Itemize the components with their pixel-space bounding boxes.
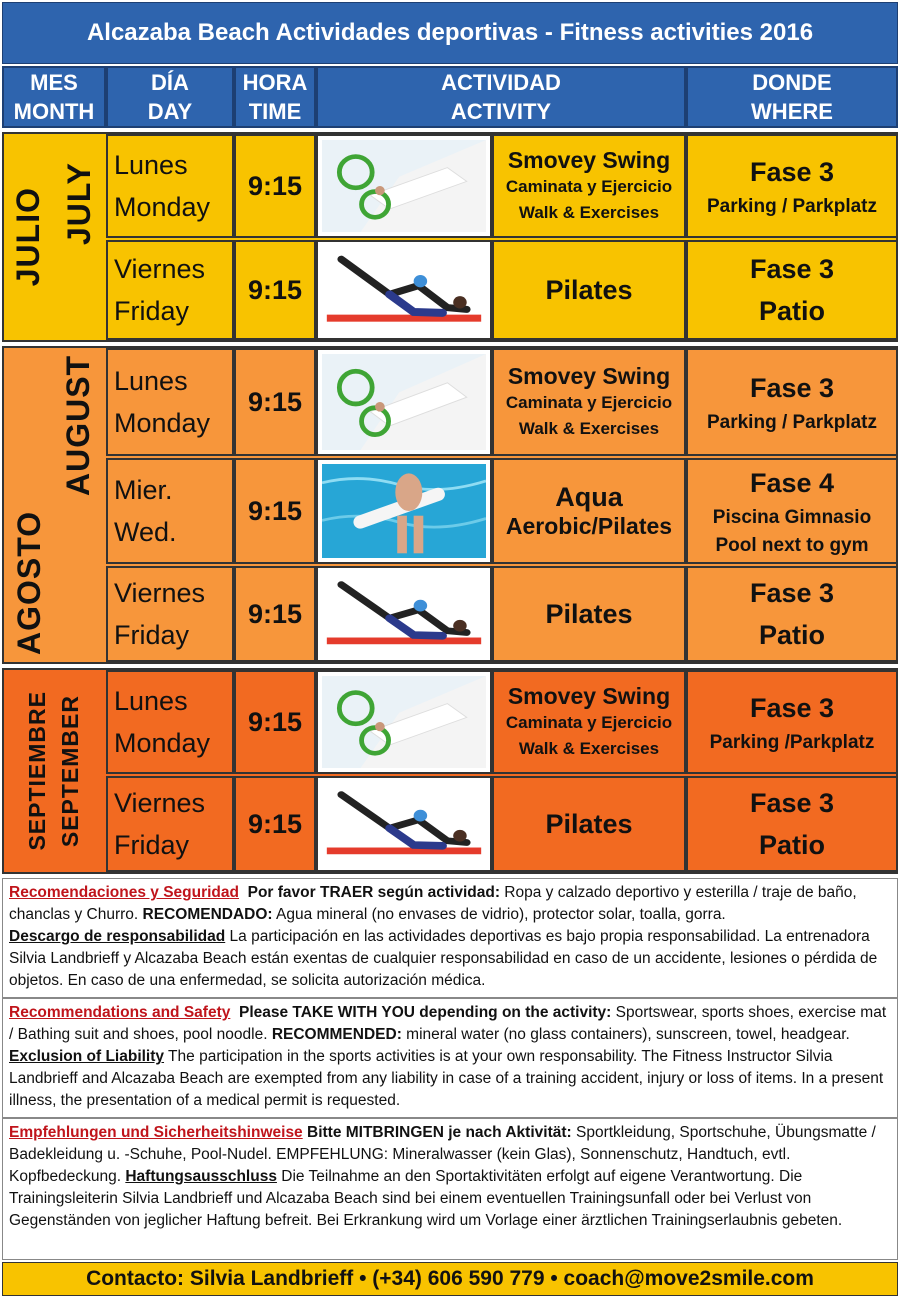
activity-sub-es: Caminata y Ejercicio (505, 712, 673, 732)
month-es-july: JULIO (10, 187, 46, 287)
activity-name: Pilates (545, 598, 633, 629)
day-en: Friday (114, 830, 190, 860)
day-es: Lunes (114, 686, 188, 716)
header-day-es: DÍA (151, 70, 189, 95)
month-en-july: JULY (61, 162, 97, 245)
smovey-rings-image (322, 140, 486, 232)
time-value: 9:15 (247, 808, 303, 839)
header-where-es: DONDE (752, 70, 832, 95)
activity-name: Pilates (545, 274, 633, 305)
time-value: 9:15 (247, 495, 303, 526)
activity-name: Pilates (545, 808, 633, 839)
month-es-september: SEPTIEMBRE (24, 691, 50, 851)
day-es: Viernes (114, 254, 206, 284)
where-phase: Fase 4 (749, 468, 835, 498)
pilates-mat-image (322, 246, 486, 334)
page-title: Alcazaba Beach Actividades deportivas - Fitness activities 2016 (2, 2, 898, 64)
notes-es-recommended: RECOMENDADO: (142, 906, 273, 923)
activity-cell (492, 776, 686, 872)
notes-en-liability-heading: Exclusion of Liability (9, 1048, 165, 1065)
notes-de-liability-heading: Haftungsausschluss (125, 1168, 277, 1185)
activity-sub-es: Caminata y Ejercicio (505, 392, 673, 412)
activity-name: Smovey Swing (507, 682, 671, 709)
header-where (686, 66, 898, 128)
where-cell (686, 670, 898, 774)
day-cell (106, 240, 234, 340)
where-phase: Fase 3 (749, 254, 835, 284)
notes-german (2, 1118, 898, 1260)
day-cell (106, 776, 234, 872)
notes-es-liability-text: La participación en las actividades deportivas es bajo propia responsabilidad. La entrenadora Silvia Landbrieff y Alcazaba Beach están exentas de cualquier responsabilidad en caso de un accidente, lesiones o pérdida de objetos. En caso de una enfermedad, se solicita autorización médica. (9, 928, 878, 989)
header-day-en: DAY (147, 99, 193, 124)
activity-sub-es: Aerobic/Pilates (505, 513, 673, 539)
time-value: 9:15 (247, 598, 303, 629)
day-es: Mier. (114, 475, 173, 505)
notes-en-heading: Recommendations and Safety (9, 1004, 231, 1021)
time-cell (234, 134, 316, 238)
notes-en-bring: Please TAKE WITH YOU depending on the activity: (238, 1004, 612, 1021)
activity-image-cell (316, 670, 492, 774)
header-time-en: TIME (248, 99, 302, 124)
time-value: 9:15 (247, 170, 303, 201)
where-phase: Fase 3 (749, 157, 835, 187)
notes-de-bring-text: Sportkleidung, Sportschuhe, Übungsmatte / Badekleidung u. -Schuhe, Pool-Nudel. EMPFEHLUNG: Mineralwasser (kein Glas), Sonnenschutz, Handtuch, evtl. Kopfbedeckung. (9, 1124, 876, 1185)
day-en: Monday (114, 728, 211, 758)
header-activity (316, 66, 686, 128)
header-month (2, 66, 106, 128)
day-cell (106, 670, 234, 774)
day-en: Monday (114, 408, 211, 438)
activity-cell (492, 566, 686, 662)
activity-cell (492, 458, 686, 564)
contact-footer: Contacto: Silvia Landbrieff • (+34) 606 590 779 • coach@move2smile.com (2, 1262, 898, 1296)
activity-sub-es: Caminata y Ejercicio (505, 176, 673, 196)
header-activity-en: ACTIVITY (450, 99, 552, 124)
notes-es-recommended-text: Agua mineral (no envases de vidrio), protector solar, toalla, gorra. (272, 906, 726, 923)
header-day (106, 66, 234, 128)
activity-image-cell (316, 240, 492, 340)
where-cell (686, 458, 898, 564)
activity-cell (492, 348, 686, 456)
activity-name: Aqua (555, 482, 623, 512)
month-es-august: AGOSTO (11, 510, 47, 655)
activity-image-cell (316, 566, 492, 662)
time-cell (234, 776, 316, 872)
where-cell (686, 240, 898, 340)
where-location: Patio (758, 620, 825, 650)
where-phase: Fase 3 (749, 373, 835, 403)
time-cell (234, 348, 316, 456)
notes-en-liability-text: The participation in the sports activities is at your own responsability. The Fitness Instructor Silvia Landbrieff and Alcazaba Beach are exempted from any liability in case of a training accident, injury or loss of items. In a present illness, the presentation of a medical permit is requested. (9, 1048, 884, 1109)
notes-en-bring-text: Sportswear, sports shoes, exercise mat / Bathing suit and shoes, pool noodle. (9, 1004, 887, 1043)
where-location-en: Pool next to gym (715, 535, 869, 556)
where-phase: Fase 3 (749, 788, 835, 818)
pilates-mat-image (322, 572, 486, 656)
where-location: Parking / Parkplatz (706, 196, 877, 217)
where-location: Piscina Gimnasio (712, 507, 872, 528)
header-time (234, 66, 316, 128)
day-es: Lunes (114, 150, 188, 180)
day-en: Friday (114, 620, 190, 650)
notes-es-heading: Recomendaciones y Seguridad (9, 884, 239, 901)
where-phase: Fase 3 (749, 578, 835, 608)
where-location: Parking /Parkplatz (709, 732, 875, 753)
time-cell (234, 240, 316, 340)
activity-sub-en: Walk & Exercises (518, 738, 660, 758)
smovey-rings-image (322, 676, 486, 768)
pilates-mat-image (322, 782, 486, 866)
month-label-september (4, 670, 104, 872)
notes-spanish (2, 878, 898, 998)
time-cell (234, 566, 316, 662)
time-cell (234, 458, 316, 564)
month-en-august: AUGUST (60, 355, 96, 497)
header-where-en: WHERE (751, 99, 833, 124)
activity-name: Smovey Swing (507, 362, 671, 389)
day-en: Wed. (114, 517, 177, 547)
where-location: Parking / Parkplatz (706, 412, 877, 433)
activity-cell (492, 240, 686, 340)
header-activity-es: ACTIVIDAD (441, 70, 561, 95)
day-cell (106, 566, 234, 662)
notes-de-bring: Bitte MITBRINGEN je nach Aktivität: (307, 1124, 572, 1141)
month-label-august (4, 348, 104, 662)
activity-name: Smovey Swing (507, 146, 671, 173)
header-month-en: MONTH (13, 99, 95, 124)
day-cell (106, 348, 234, 456)
where-location: Patio (758, 296, 825, 326)
notes-en-recommended-text: mineral water (no glass containers), sunscreen, towel, headgear. (401, 1026, 850, 1043)
activity-cell (492, 670, 686, 774)
where-cell (686, 566, 898, 662)
where-phase: Fase 3 (749, 693, 835, 723)
activity-cell (492, 134, 686, 238)
aqua-pool-image (322, 464, 486, 558)
notes-english (2, 998, 898, 1118)
notes-es-bring: Por favor TRAER según actividad: (247, 884, 500, 901)
activity-sub-en: Walk & Exercises (518, 202, 660, 222)
activity-image-cell (316, 458, 492, 564)
activity-sub-en: Walk & Exercises (518, 418, 660, 438)
time-value: 9:15 (247, 386, 303, 417)
activity-image-cell (316, 134, 492, 238)
day-cell (106, 134, 234, 238)
day-es: Viernes (114, 578, 206, 608)
time-value: 9:15 (247, 706, 303, 737)
month-en-september: SEPTEMBER (57, 694, 83, 848)
notes-en-recommended: RECOMMENDED: (271, 1026, 402, 1043)
header-time-es: HORA (242, 70, 308, 95)
activity-image-cell (316, 776, 492, 872)
time-value: 9:15 (247, 274, 303, 305)
day-cell (106, 458, 234, 564)
where-location: Patio (758, 830, 825, 860)
notes-es-liability-heading: Descargo de responsabilidad (9, 928, 226, 945)
header-month-es: MES (30, 70, 78, 95)
time-cell (234, 670, 316, 774)
notes-es-bring-text: Ropa y calzado deportivo y esterilla / traje de baño, chanclas y Churro. (9, 884, 857, 923)
day-en: Monday (114, 192, 211, 222)
where-cell (686, 776, 898, 872)
smovey-rings-image (322, 354, 486, 450)
day-en: Friday (114, 296, 190, 326)
activity-image-cell (316, 348, 492, 456)
notes-de-liability-text: Die Teilnahme an den Sportaktivitäten erfolgt auf eigene Verantwortung. Die Trainingsleiterin Silvia Landbrieff und Alcazaba Beach sind bei einem eventuellen Trainingsunfall oder bei Verlust von Gegenständen von jeglicher Haftung befreit. Bei Erkrankung wird um Vorlage einer ärztlichen Trainingserlaubnis gebeten. (9, 1168, 843, 1229)
month-label-july (4, 134, 104, 340)
notes-de-heading: Empfehlungen und Sicherheitshinweise (9, 1124, 303, 1141)
where-cell (686, 134, 898, 238)
day-es: Lunes (114, 366, 188, 396)
where-cell (686, 348, 898, 456)
day-es: Viernes (114, 788, 206, 818)
